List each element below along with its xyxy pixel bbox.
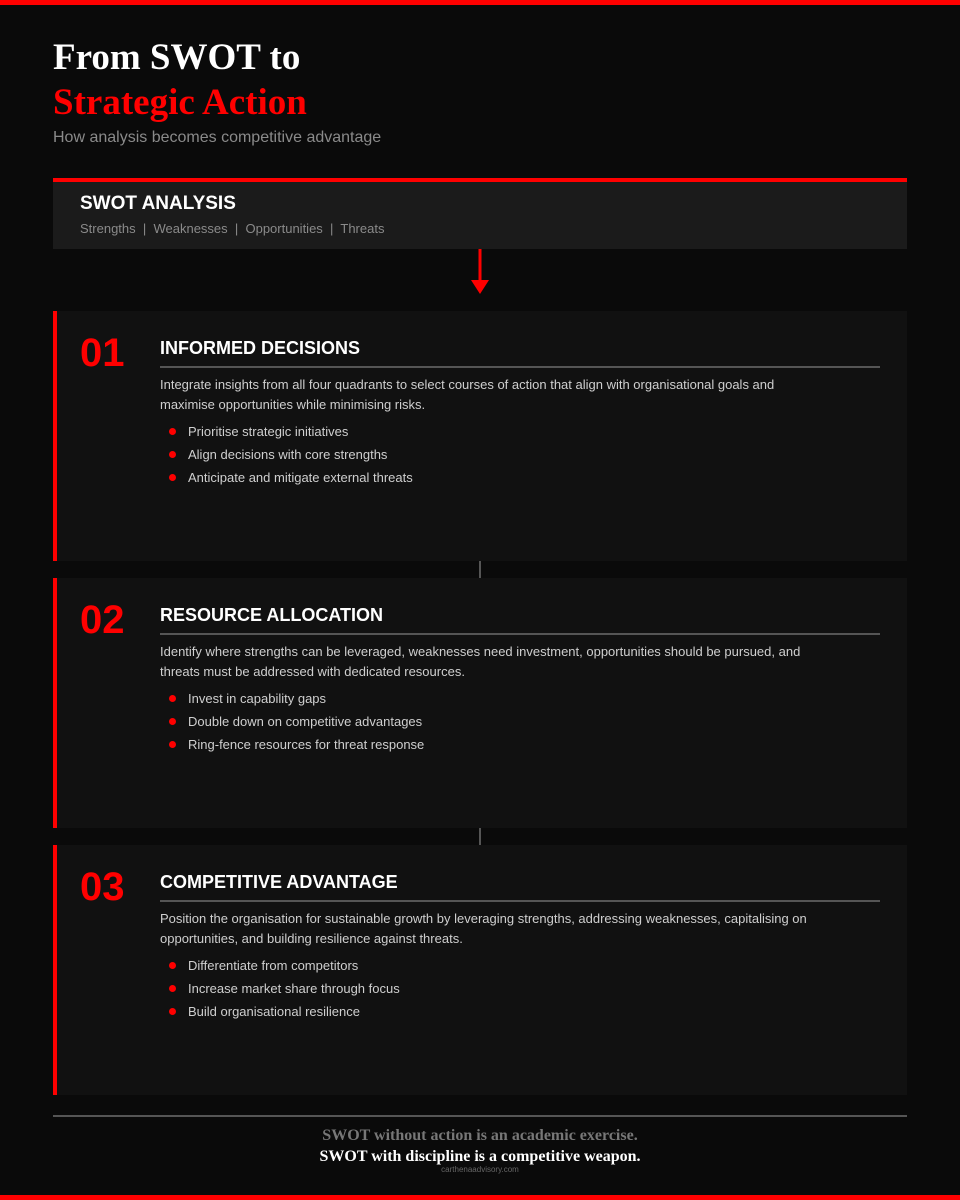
- bullet-text: Increase market share through focus: [188, 981, 400, 996]
- swot-analysis-box: [53, 178, 907, 249]
- bullet-dot-icon: [169, 428, 176, 435]
- step-title: RESOURCE ALLOCATION: [160, 605, 880, 635]
- bullet-item: [169, 691, 424, 714]
- footer-line-1: SWOT without action is an academic exercise.: [322, 1127, 638, 1144]
- bullet-item: [169, 447, 413, 470]
- bullet-dot-icon: [169, 962, 176, 969]
- bullet-text: Differentiate from competitors: [188, 958, 359, 973]
- bullet-item: [169, 714, 424, 737]
- swot-quadrants: Strengths | Weaknesses | Opportunities | Threats: [80, 221, 385, 236]
- swot-title: SWOT ANALYSIS: [80, 193, 236, 214]
- step-description: Identify where strengths can be leveraged, weaknesses need investment, opportunities should be pursued, and threats must be addressed with dedicated resources.: [160, 644, 801, 679]
- step-description: Position the organisation for sustainable growth by leveraging strengths, addressing weaknesses, capitalising on opportunities, and building resilience against threats.: [160, 911, 807, 946]
- bullet-dot-icon: [169, 695, 176, 702]
- bullet-item: [169, 981, 400, 1004]
- bullet-dot-icon: [169, 451, 176, 458]
- bullet-text: Build organisational resilience: [188, 1004, 360, 1019]
- step-description: Integrate insights from all four quadrants to select courses of action that align with organisational goals and maximise opportunities while minimising risks.: [160, 377, 775, 412]
- bullet-item: [169, 958, 400, 981]
- step-title: COMPETITIVE ADVANTAGE: [160, 872, 880, 902]
- bullet-item: [169, 470, 413, 493]
- bullet-dot-icon: [169, 718, 176, 725]
- bullet-text: Double down on competitive advantages: [188, 714, 423, 729]
- footer-site: carthenaadvisory.com: [441, 1165, 519, 1174]
- step-number: 03: [80, 865, 125, 909]
- bullet-dot-icon: [169, 1008, 176, 1015]
- step-number: 02: [80, 598, 125, 642]
- bullet-item: [169, 424, 413, 447]
- connector: [479, 828, 481, 845]
- step-card: [53, 845, 907, 1095]
- bullet-item: [169, 737, 424, 760]
- bullet-text: Prioritise strategic initiatives: [188, 424, 349, 439]
- step-number: 01: [80, 331, 125, 375]
- bullet-dot-icon: [169, 985, 176, 992]
- arrow-down-icon: [471, 249, 489, 295]
- step-card: [53, 578, 907, 828]
- bullet-text: Align decisions with core strengths: [188, 447, 388, 462]
- bullet-text: Anticipate and mitigate external threats: [188, 470, 413, 485]
- title-line-1: From SWOT to: [53, 37, 301, 78]
- top-accent-bar: [0, 0, 960, 5]
- step-bullets: [169, 691, 424, 760]
- subtitle: How analysis becomes competitive advantage: [53, 129, 382, 146]
- connector: [479, 561, 481, 578]
- footer-line-2: SWOT with discipline is a competitive weapon.: [319, 1148, 641, 1165]
- bullet-dot-icon: [169, 474, 176, 481]
- bullet-item: [169, 1004, 400, 1027]
- step-card: [53, 311, 907, 561]
- step-bullets: [169, 424, 413, 493]
- step-title: INFORMED DECISIONS: [160, 338, 880, 368]
- step-bullets: [169, 958, 400, 1027]
- bottom-accent-bar: [0, 1195, 960, 1200]
- bullet-text: Ring-fence resources for threat response: [188, 737, 425, 752]
- bullet-dot-icon: [169, 741, 176, 748]
- footer-divider: [53, 1115, 907, 1117]
- bullet-text: Invest in capability gaps: [188, 691, 327, 706]
- title-line-2: Strategic Action: [53, 82, 307, 123]
